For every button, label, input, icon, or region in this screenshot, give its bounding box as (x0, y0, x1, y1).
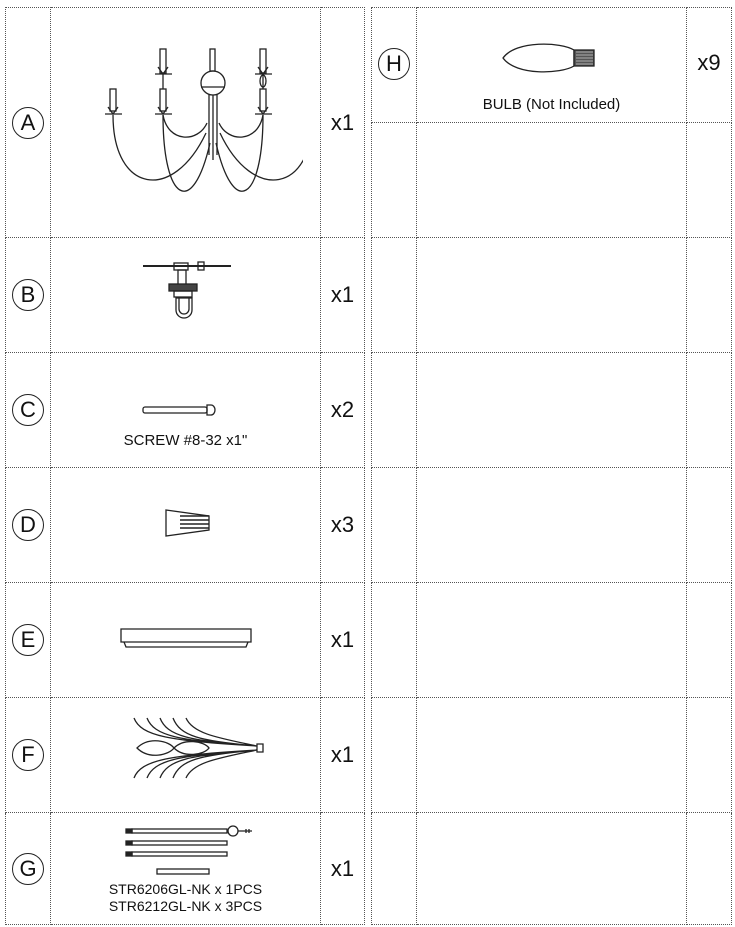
part-letter-d: D (12, 509, 44, 541)
part-quantity-d: x3 (330, 512, 355, 537)
empty-row (372, 468, 732, 583)
part-row-f (6, 698, 365, 813)
part-quantity-c: x2 (330, 397, 355, 422)
empty-row (372, 353, 732, 468)
part-quantity-b: x1 (330, 282, 355, 307)
wire-nut-icon (161, 508, 211, 538)
parts-table-left (5, 7, 365, 925)
part-row-d (6, 468, 365, 583)
part-letter-b: B (12, 279, 44, 311)
part-quantity-g: x1 (330, 855, 355, 881)
empty-row (372, 123, 732, 238)
screw-caption: SCREW #8-32 x1" (123, 432, 248, 449)
part-letter-a: A (12, 107, 44, 139)
crossbar-mounting-hook-icon (136, 260, 236, 330)
part-illustration-a (51, 8, 321, 238)
part-quantity-a: x1 (330, 109, 355, 135)
empty-row (372, 583, 732, 698)
stem-rods-icon (124, 821, 264, 876)
screw-icon (141, 401, 221, 421)
part-quantity-h: x9 (697, 50, 721, 75)
part-letter-e: E (12, 624, 44, 656)
chandelier-icon (73, 43, 303, 213)
part-row-e (6, 583, 365, 698)
empty-row (372, 813, 732, 925)
part-quantity-e: x1 (330, 627, 355, 652)
empty-row (372, 698, 732, 813)
stem-rods-caption-line-2: STR6212GL-NK x 3PCS (108, 898, 263, 914)
part-letter-c: C (12, 394, 44, 426)
part-letter-f: F (12, 739, 44, 771)
parts-table-right (371, 7, 732, 925)
part-row-a (6, 8, 365, 238)
decorative-leaves-icon (129, 716, 264, 781)
part-row-h (372, 8, 732, 123)
part-letter-h: H (378, 48, 410, 80)
candelabra-bulb-icon (501, 42, 601, 74)
part-row-g (6, 813, 365, 925)
empty-row (372, 238, 732, 353)
part-row-c (6, 353, 365, 468)
stem-rods-caption (51, 881, 320, 915)
stem-rods-caption-line-1: STR6206GL-NK x 1PCS (108, 881, 263, 897)
canopy-icon (116, 627, 256, 652)
part-letter-g: G (12, 853, 44, 885)
part-quantity-f: x1 (330, 742, 355, 767)
part-row-b (6, 238, 365, 353)
bulb-caption: BULB (Not Included) (482, 96, 621, 113)
